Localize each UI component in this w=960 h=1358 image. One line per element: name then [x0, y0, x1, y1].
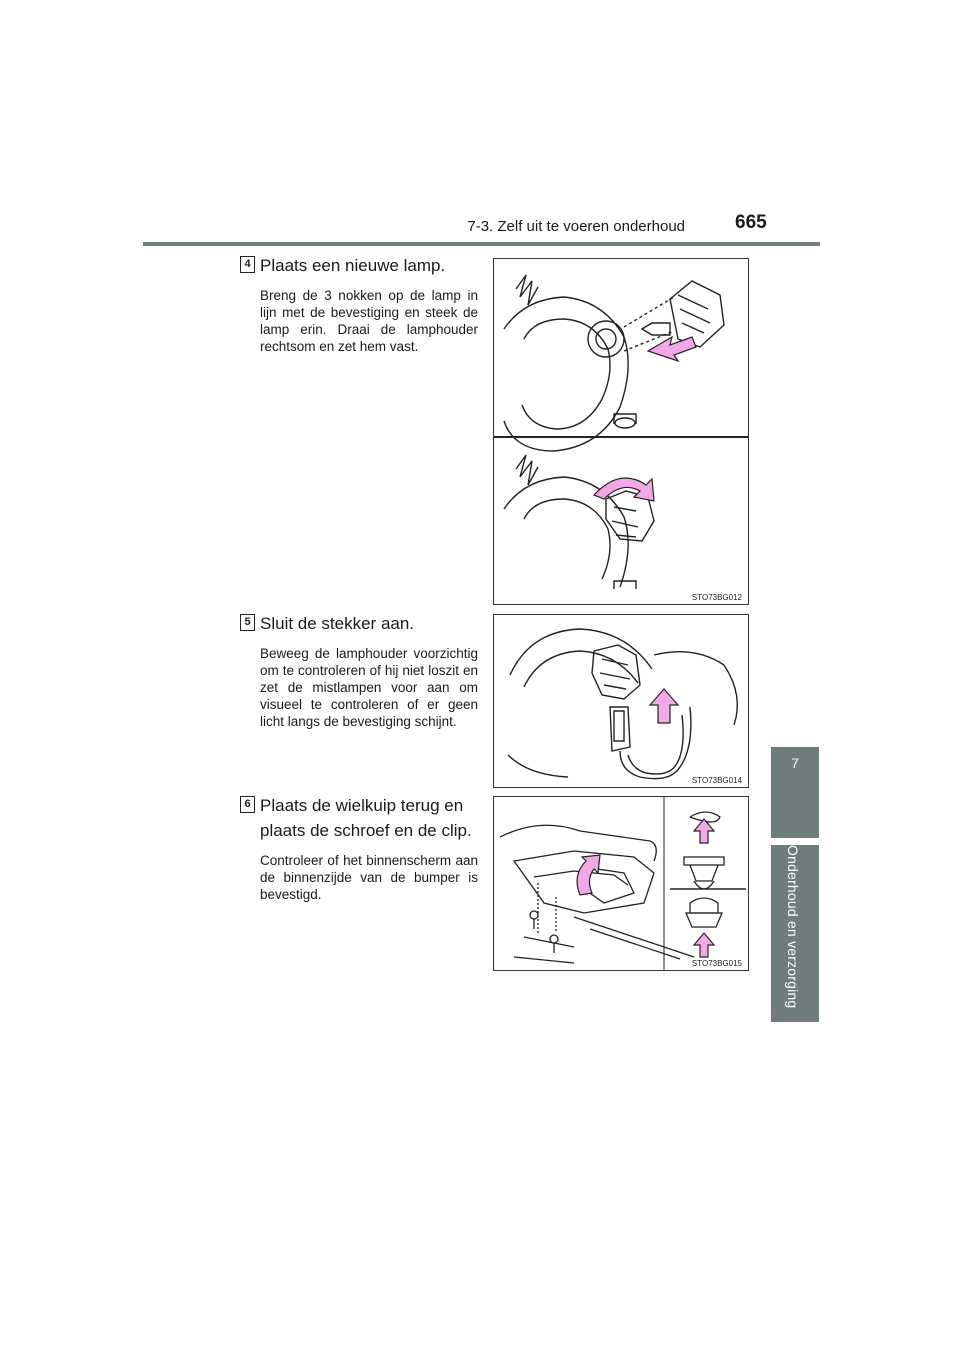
figure-code: STO73BG012 — [691, 593, 742, 602]
header-rule — [143, 242, 820, 246]
step-number-badge: 5 — [240, 614, 255, 631]
step-title: Sluit de stekker aan. — [260, 614, 415, 633]
step-number-badge: 4 — [240, 256, 255, 273]
step-title: Plaats de wielkuip terug en plaats de schroef en de clip. — [260, 796, 472, 840]
chapter-title: Onderhoud en verzorging — [785, 845, 801, 1009]
chapter-tab[interactable] — [771, 747, 819, 838]
step-body: Beweeg de lamphouder voorzichtig om te controleren of hij niet loszit en zet de mistlampen voor aan om visueel te controleren of er geen licht langs de bevestiging schijnt. — [260, 646, 478, 729]
wheel-liner-figure — [493, 796, 749, 971]
chapter-number: 7 — [791, 755, 799, 771]
chapter-title-tab[interactable] — [771, 845, 819, 1022]
lamp-install-figure — [493, 258, 749, 605]
connector-figure — [493, 614, 749, 788]
figure-code: STO73BG014 — [691, 776, 742, 785]
step-body: Controleer of het binnenscherm aan de binnenzijde van de bumper is bevestigd. — [260, 853, 478, 902]
figure-code: STO73BG015 — [691, 959, 742, 968]
step-number-badge: 6 — [240, 796, 255, 813]
step-title: Plaats een nieuwe lamp. — [260, 256, 446, 275]
step-body: Breng de 3 nokken op de lamp in lijn met de bevestiging en steek de lamp erin. Draai de lamphouder rechtsom en zet hem vast. — [260, 288, 478, 354]
page-number: 665 — [735, 212, 767, 233]
section-title: 7-3. Zelf uit te voeren onderhoud — [467, 218, 685, 235]
